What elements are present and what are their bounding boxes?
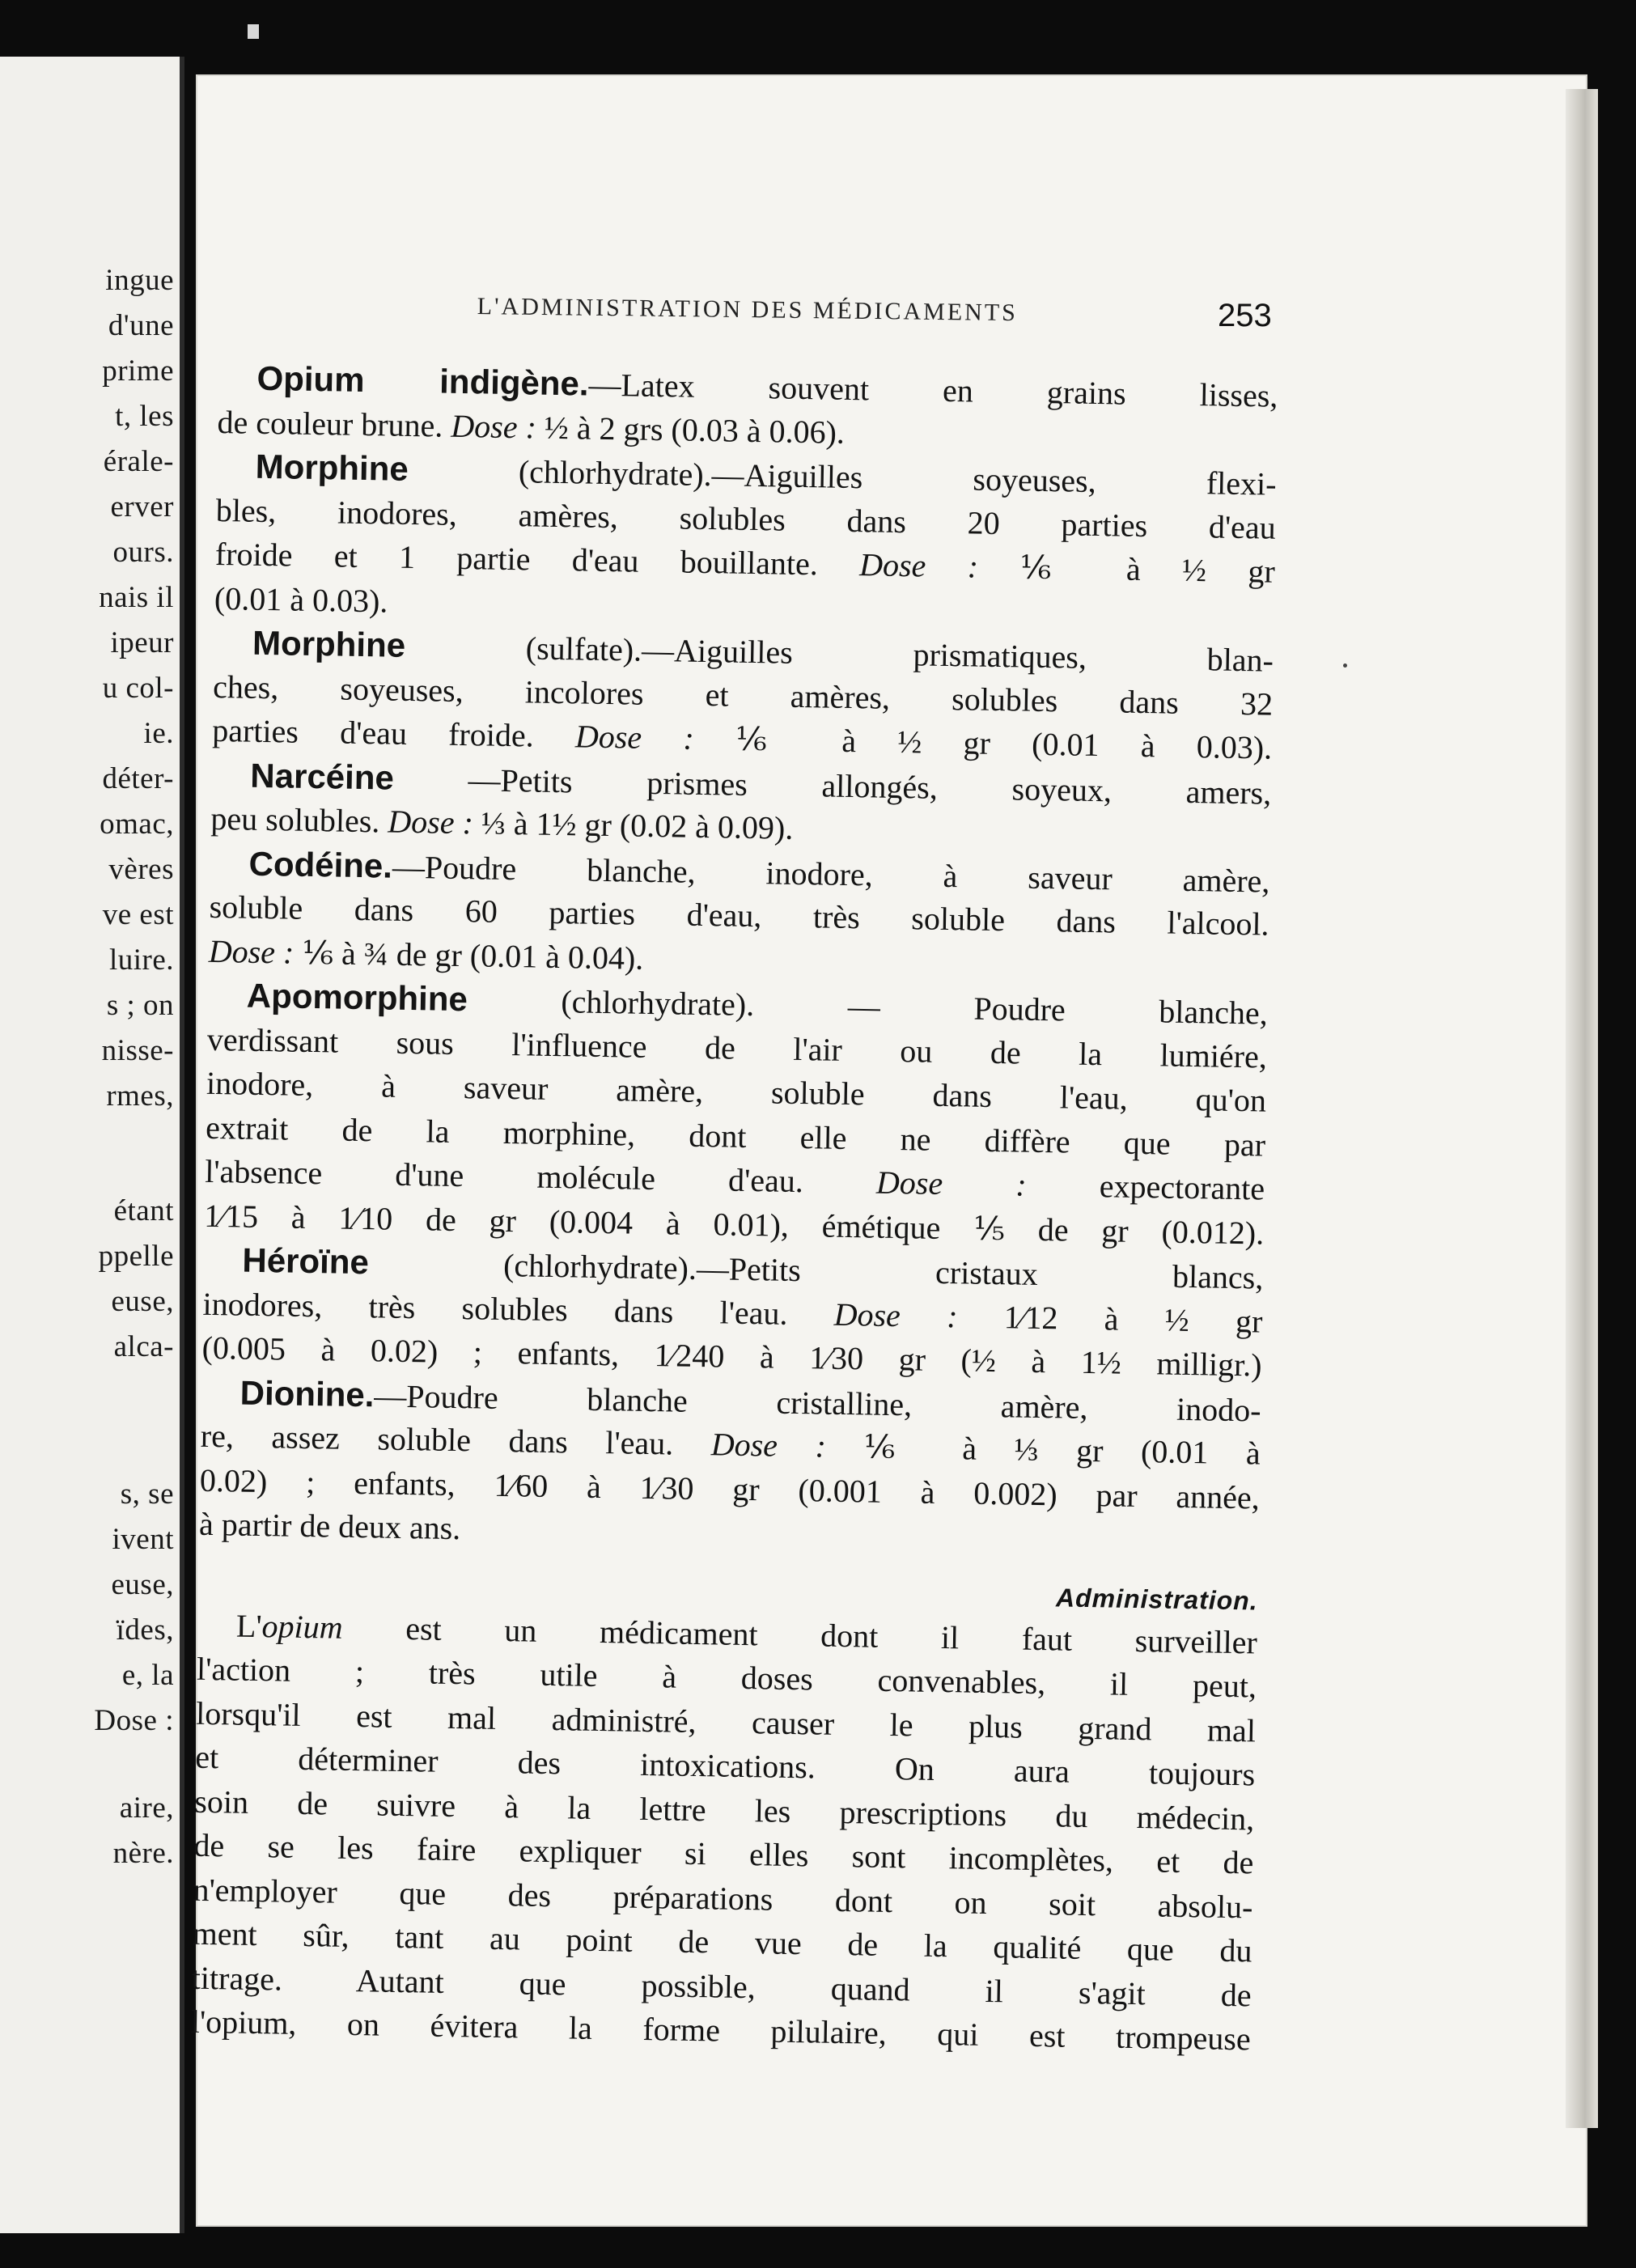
- drug-term: Codéine.: [248, 844, 393, 885]
- text-run: n'employer que des préparations dont on soit absolu-: [193, 1871, 1253, 1925]
- text-run: lorsqu'il est mal administré, causer le plus grand mal: [195, 1694, 1257, 1749]
- previous-page-line: d'une: [108, 309, 174, 342]
- text-run: à partir de deux ans.: [198, 1505, 461, 1547]
- text-run: parties d'eau froide.: [211, 711, 576, 755]
- previous-page-line: ppelle: [98, 1240, 174, 1273]
- text-run: ⅙ à ¾ de gr (0.01 à 0.04).: [293, 934, 644, 977]
- italic-text: opium: [261, 1607, 343, 1646]
- text-run: ⅙ à ½ gr (0.01 à 0.03).: [693, 719, 1273, 766]
- text-run: soluble dans 60 parties d'eau, très soluble dans l'alcool.: [209, 888, 1269, 943]
- previous-page-line: nisse-: [101, 1034, 174, 1067]
- text-run: (chlorhydrate).—Aiguilles soyeuses, flexi-: [408, 451, 1277, 502]
- text-run: (chlorhydrate). — Poudre blanche,: [467, 981, 1269, 1032]
- text-run: —Petits prismes allongés, soyeux, amers,: [393, 760, 1272, 812]
- text-run: titrage. Autant que possible, quand il s'agit de: [191, 1959, 1252, 2013]
- text-run: est un médicament dont il faut surveiller: [342, 1609, 1258, 1661]
- previous-page-line: s, se: [120, 1477, 174, 1511]
- drug-term: Morphine: [255, 447, 409, 488]
- text-run: —Latex souvent en grains lisses,: [588, 366, 1278, 414]
- previous-page-line: euse,: [111, 1568, 174, 1601]
- text-run: de couleur brune.: [217, 403, 451, 444]
- text-run: (chlorhydrate).—Petits cristaux blancs,: [368, 1244, 1264, 1296]
- previous-page-line: ie.: [143, 717, 174, 750]
- scan-speck: [1343, 663, 1347, 668]
- drug-term: Dionine.: [239, 1373, 375, 1414]
- previous-page-line: ivent: [112, 1523, 174, 1556]
- previous-page-line: e, la: [121, 1659, 174, 1692]
- page-number: 253: [1218, 298, 1272, 333]
- previous-page-line: prime: [102, 354, 174, 388]
- text-run: extrait de la morphine, dont elle ne diffère que par: [205, 1109, 1266, 1164]
- text-run: (sulfate).—Aiguilles prismatiques, blan-: [405, 627, 1274, 679]
- text-run: et déterminer des intoxications. On aura toujours: [194, 1738, 1256, 1793]
- italic-text: Dose :: [875, 1164, 1028, 1203]
- drug-term: Apomorphine: [246, 976, 468, 1019]
- text-run: soin de suivre à la lettre les prescriptions du médecin,: [194, 1783, 1255, 1837]
- text-run: (0.01 à 0.03).: [214, 579, 388, 620]
- previous-page-line: Dose :: [94, 1704, 174, 1737]
- drug-term: Héroïne: [242, 1240, 370, 1282]
- text-run: froide et 1 partie d'eau bouillante.: [214, 535, 860, 583]
- italic-text: Dose :: [574, 718, 695, 757]
- text-run: l'absence d'une molécule d'eau.: [204, 1152, 877, 1201]
- text-run: ½ à 2 grs (0.03 à 0.06).: [536, 409, 846, 451]
- previous-page-line: ipeur: [110, 626, 174, 659]
- scan-artifact: [248, 24, 259, 39]
- previous-page-line: étant: [113, 1194, 174, 1227]
- previous-page-line: euse,: [111, 1285, 174, 1318]
- drug-term: Morphine: [252, 623, 406, 664]
- previous-page-line: t, les: [115, 400, 174, 433]
- previous-page-line: rmes,: [106, 1079, 174, 1113]
- page-body: [190, 356, 1278, 2062]
- italic-text: Dose :: [858, 546, 979, 585]
- previous-page-line: nère.: [112, 1837, 174, 1870]
- italic-text: Dose :: [710, 1426, 827, 1465]
- text-run: (0.005 à 0.02) ; enfants, 1⁄240 à 1⁄30 gr (½ à 1½ milligr.): [201, 1329, 1262, 1384]
- previous-page-line: ingue: [105, 264, 174, 297]
- previous-page-line: ve est: [102, 898, 174, 931]
- italic-text: Dose :: [387, 803, 474, 841]
- text-run: expectorante: [1026, 1166, 1265, 1207]
- text-run: inodores, très solubles dans l'eau.: [202, 1285, 835, 1333]
- italic-text: Dose :: [208, 932, 295, 971]
- previous-page-line: nais il: [99, 581, 174, 614]
- previous-page-line: ours.: [112, 536, 174, 569]
- previous-page-line: s ; on: [106, 989, 174, 1022]
- text-run: re, assez soluble dans l'eau.: [200, 1417, 712, 1463]
- previous-page-line: ïdes,: [116, 1613, 174, 1647]
- section-heading: Administration.: [1055, 1582, 1258, 1616]
- drug-term: Opium indigène.: [256, 358, 589, 403]
- text-run: peu solubles.: [210, 799, 388, 840]
- text-run: 1⁄12 à ½ gr: [957, 1297, 1263, 1340]
- text-run: ⅓ à 1½ gr (0.02 à 0.09).: [473, 804, 794, 846]
- previous-page-edge: [0, 57, 184, 2233]
- page-stack-edge: [1566, 89, 1598, 2128]
- text-run: ⅙ à ⅓ gr (0.01 à: [825, 1427, 1261, 1472]
- text-run: ches, soyeuses, incolores et amères, solubles dans 32: [212, 668, 1274, 723]
- previous-page-line: vères: [108, 853, 174, 886]
- text-run: L': [235, 1607, 263, 1644]
- text-run: 0.02) ; enfants, 1⁄60 à 1⁄30 gr (0.001 à 0.002) par année,: [199, 1461, 1261, 1516]
- text-run: de se les faire expliquer si elles sont incomplètes, et de: [193, 1826, 1254, 1881]
- previous-page-line: alca-: [113, 1330, 174, 1363]
- previous-page-line: luire.: [108, 943, 174, 977]
- previous-page-line: déter-: [102, 762, 174, 795]
- text-run: ⅙ à ½ gr: [977, 548, 1276, 590]
- italic-text: Dose :: [451, 407, 537, 446]
- text-run: —Poudre blanche cristalline, amère, inodo-: [374, 1376, 1261, 1429]
- text-run: bles, inodores, amères, solubles dans 20 parties d'eau: [215, 491, 1277, 546]
- text-run: —Poudre blanche, inodore, à saveur amère,: [392, 848, 1270, 900]
- running-head: L'ADMINISTRATION DES MÉDICAMENTS: [477, 293, 1019, 327]
- previous-page-line: aire,: [119, 1791, 174, 1825]
- text-run: inodore, à saveur amère, soluble dans l'eau, qu'on: [206, 1064, 1267, 1119]
- italic-text: Dose :: [833, 1295, 958, 1334]
- previous-page-line: erver: [110, 490, 174, 524]
- text-run: verdissant sous l'influence de l'air ou de la lumiére,: [206, 1020, 1268, 1075]
- text-run: l'action ; très utile à doses convenables, il peut,: [196, 1650, 1257, 1705]
- drug-term: Narcéine: [250, 756, 395, 797]
- previous-page-line: u col-: [102, 672, 174, 705]
- previous-page-line: érale-: [103, 445, 174, 478]
- text-run: l'opium, on évitera la forme pilulaire, qui est trompeuse: [190, 2003, 1252, 2058]
- text-run: 1⁄15 à 1⁄10 de gr (0.004 à 0.01), émétique ⅕ de gr (0.012).: [204, 1197, 1265, 1252]
- text-run: ment sûr, tant au point de vue de la qualité que du: [192, 1914, 1252, 1969]
- previous-page-line: omac,: [100, 808, 174, 841]
